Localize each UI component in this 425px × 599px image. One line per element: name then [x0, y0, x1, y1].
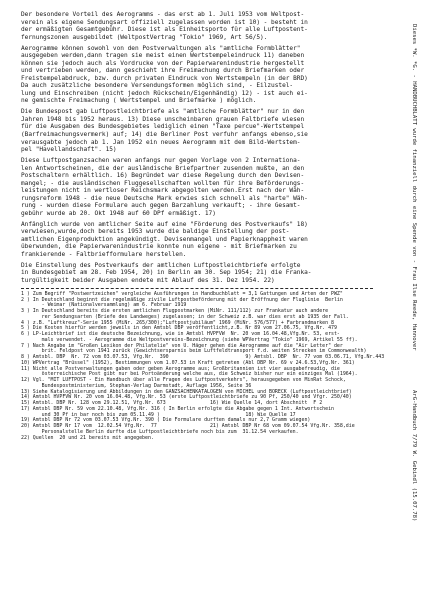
footnote-line: 8 ) Amtsbl. DBP Nr. 72 vom 03.07.53, Vfg.Nr. 390 9) Amtsbl. DBP Nr. 77 vom 03.06.71, Vfg.Nr.443 — [21, 354, 385, 361]
footnote-line: 5 ) Die Kosten hierfür werden jeweils in den Amtsbl DBP veröffentlicht,z.B. Nr 89 vom 27.06.75, Vfg.Nr. 479 — [21, 325, 337, 332]
footnote-line: 15) Amtsbl. DBP Nr. 128 vom 29.12.51, Vfg.Nr. 673 16) Wie Quelle 14, dort Abschnitt F 2 — [21, 400, 323, 407]
footnote-line: 4 ) z.B. "Luftkreuz"-Serie 1955 (MiNr. 265/300);"Luftpostjubiläum" 1969 (MiNr. 576/577) + Farbrandmarken 8 — [21, 319, 334, 326]
footnote-line: rer Sendungsarten (Briefe des Landweges) zugelassen; in der Schweiz z.B. war dies erst ab 1935 der Fall. — [21, 313, 349, 320]
footnote-line: 11) Nicht alle Postverwaltungen gaben oder geben Aerogramme aus; Großbritannien ist vier ausgabefreudig, die — [21, 365, 340, 372]
footnote-line: mals verwendet. - Aerogramme die Weltpostvereins-Bezeichnung (siehe WPVertrag "Tokio" 1969, Artikel 55 ff). — [21, 336, 358, 343]
handbook-reference-vertical: ArG-Handbuch 7/79 W. Gebindl (15.07.78) — [411, 390, 417, 522]
sponsor-note-vertical: Dieses *W. *G. - HANDBUCHBLATT wurde finanziell durch eine Spende von - Frau Ilse Reede, Hannover — [411, 24, 417, 351]
paragraph-aerogram-advantage: Der besondere Vorteil des Aerogramms - das erst ab 1. Juli 1953 vom Weltpost- verein als eigene Sendungsart offiziell zugelassen worden ist 10) - besteht in der ermäßigten Gesamtgebühr. Diese ist als Einheitsporto für alle Luftpostent- fernungszonen ausgebildet (WeltpostVertrag "Tokio" 1969, Art 56/5). — [21, 11, 308, 41]
paragraph-availability: Diese Luftpostganzsachen waren anfangs nur gegen Vorlage von 2 Internationa- len Antwortscheinen, die der ausländische Briefpartner zusenden mußte, an den Postschaltern erhältlich. 16) Begründet war diese Regelung durch den Devisen- mangel; - die ausländischen Fluggesellschaften wollten für ihre Beförderungs- leistungen nicht in wertloser Reichsmark abgegolten werden.Erst nach der Wäh- rungsreform 1948 - die neue Deutsche Mark erwies sich schnell als "harte" Wäh- rung - wurden diese Formulare auch gegen Barzahlung verkauft; - ihre Gesamt- gebühr wurde ab 20. Okt 1948 auf 60 DPf ermäßigt. 17) — [21, 157, 308, 217]
footnote-line: - Weimar (Nationalversammlung) am 6. Februar 1919 — [21, 302, 187, 309]
footnote-line: 13) Siehe Katalogisierung und Abbildungen in den GANZSACHENKATALOGEN von MICHEL und BORECK (Luftpostleichtbrief) — [21, 388, 352, 395]
footnote-line: österreichische Post gibt nur bei Portoänderung welche aus, die Schweiz bisher nur ein einziges Mal (1964). — [21, 371, 358, 378]
footnote-line: 22) Quellen 20 und 21 bereits mit angegeben. — [21, 434, 154, 441]
footnote-line: 6 ) LP-Leichtbrief ist die deutsche Bezeichnung, wie in Amtsbl HVPFVW Nr. 20 vom 16.04.48,Vfg.Nr. 53, erst- — [21, 331, 340, 338]
footnote-line: 1 ) Zum Begriff "Postwertzeichen" vergleiche Ausführungen in Handbuchblatt = 3,1 Gattungen und Arten der PWZ" — [21, 290, 343, 297]
footnote-line: brit. Feldpost von 1941 zurück (Gewichtsersparnis beim Luftfeldtransport f.d. weiten Strecken im Commonwealth) — [21, 348, 367, 355]
footnote-line: 3 ) In Deutschland bereits die ersten amtlichen Flugpostmarken (MiNr. 111/112) zur Frankatur auch andere — [21, 308, 329, 315]
footnote-line: 12) Vgl. "MIT LUFTPOST - Ein Handbuch über alle Fragen des Luftpostverkehrs", herausgegeben von MinRat Schock, — [21, 377, 346, 384]
footnote-line: 20) Amtsbl DBP Nr 17 vom 12.02.54 Vfg.Nr. 77 21) Amtsbl DBP Nr 68 vom 09.07.54 Vfg.Nr. 358,die — [21, 423, 355, 430]
footnote-line: und 30 Pf in bar noch bis zum 05.11.49 ) 18) Wie Quelle 17 — [21, 411, 296, 418]
footnote-line: 17) Amtsbl DBP Nr. 59 vom 22.10.48, Vfg.Nr. 316 ( In Berlin erfolgte die Abgabe gegen 1 Int. Antwortschein — [21, 405, 334, 412]
paragraph-bundespost-issue: Die Bundespost gab Luftpostleichtbriefe als "amtliche Formblätter" nur in den Jahren 1948 bis 1952 heraus. 13) Diese unscheinbaren grauen Faltbriefe wiesen für die Ausgaben des Bundesgebietes lediglich einen "Taxe percue"-Wertstempel (Barfreimachungsvermerk) auf; 14) die Berliner Post verfuhr anfangs ebenso,sie verausgabte jedoch ab 1. Jan 1952 ein neues Aerogramm mit dem Bild-Wertstem- pel "Havellandschaft". 15) — [21, 108, 308, 154]
paragraph-discontinuation: Die Einstellung des Postverkaufs der amtlichen Luftpostleichtbriefe erfolgte in Bundesgebiet am 28. Feb 1954, 20) in Berlin am 30. Sep 1954; 21) die Franka- turgültigkeit beider Ausgaben endete mit Ablauf des 31. Dez 1954. 22) — [21, 261, 312, 284]
footnote-line: 14) Amtsbl HVPFVW Nr. 20 vom 16.04.48, Vfg.Nr. 53 (erste Luftpostleichtbriefe zu 90 Pf, 250/40 und Vfgr. 250/40) — [21, 394, 352, 401]
footnote-divider — [21, 288, 373, 289]
footnote-line: 2 ) In Deutschland beginnt die regelmäßige zivile Luftpostbeförderung mit der Eröffnung der Fluglinie Berlin — [21, 296, 343, 303]
paragraph-aerogram-issuers: Aerogramme können sowohl von den Postverwaltungen als "amtliche Formblätter" ausgegeben werden,dann tragen sie meist einen Wertstempeleindruck 11) daneben können sie jedoch auch als Vordrucke von der Papierwarenindustrie hergestellt und vertrieben werden, dann geschieht ihre Freimachung durch Briefmarken oder Freistempelabdruck, bzw. durch privaten Eindruck von Wertstempeln (in der BRD) Da auch zusätzliche besondere Versendungsformen möglich sind, - Eilzustel- lung und Einschreiben (nicht jedoch Rückschein/Eigenhändig) 12) - ist auch ei- ne gemischte Freimachung ( Wertstempel und Briefmarke ) möglich. — [21, 44, 308, 105]
footnote-line: 7 ) Nach Angabe im "Großen Lexikon der Philatelie" von U. Häger gehen die Aerogramme auf die "Air Letter" der — [21, 342, 343, 349]
footnote-line: 19) Amtsbl DBP Nr 72 vom 03.07.53 Vfg.Nr. 390 ( Die Formulare durften damals nur 2,7 Gramm wiegen) — [21, 417, 311, 424]
footnotes-block — [21, 292, 393, 442]
footnote-line: 10) WPVertrag "Brüssel" (1952), Bestimmungen vom 1.07.53 in Kraft getreten (Abl DBP Nr. 69 v 24.6.53,Vfg.Nr. 361) — [21, 359, 355, 366]
paragraph-promotion: Anfänglich wurde von amtlicher Seite auf eine "Förderung des Postverkaufs" 18) verwiesen,wurde,doch bereits 1953 wurde die baldige Einstellung der post- amtlichen Eigenproduktion angekündigt. Devisenmangel und Papierknappheit waren überwunden, die Papierwarenindustrie konnte nun eigene - mit Briefmarken zu frankierende - Faltbriefformulare herstellen. — [21, 220, 308, 258]
footnote-line: Bundespostministerium, Stephan-Verlag Darmstadt, Auflage 1956, Seite 36 — [21, 382, 252, 389]
main-text-block — [21, 11, 393, 441]
footnote-line: Personalstelle Berlin durfte die Luftpostleichtbriefe noch bis zum 31.12.54 verkaufen. — [21, 428, 299, 435]
